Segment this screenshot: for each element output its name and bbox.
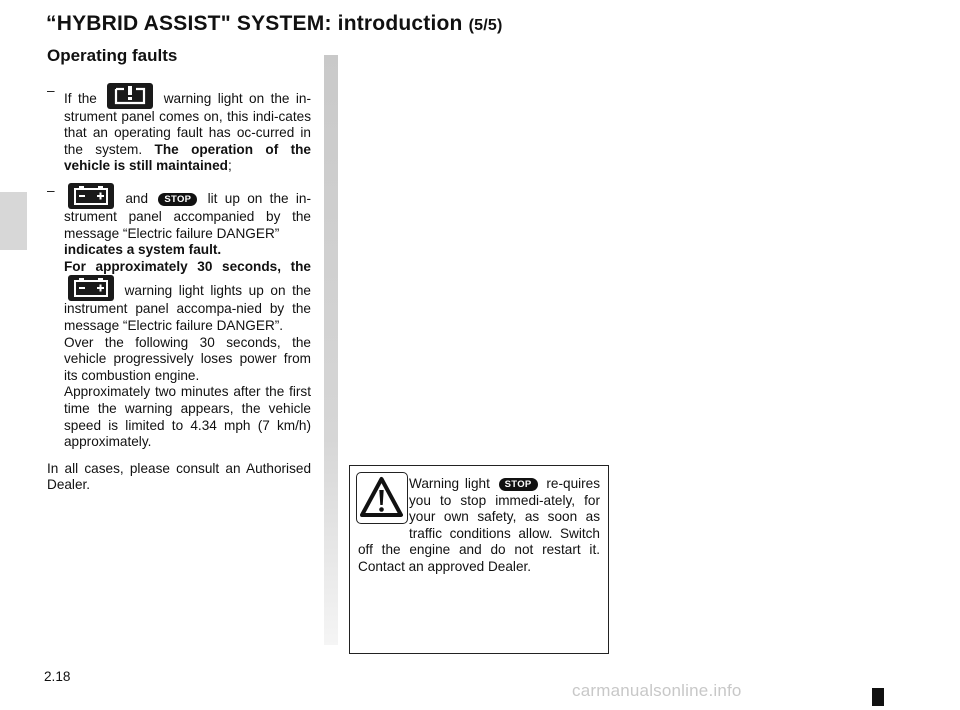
page-number: 2.18 — [44, 669, 71, 684]
item-text: warning light on the in-strument panel comes on, this indi-cates that an operating fault has oc-curred in the system. — [64, 90, 312, 157]
stop-warning-icon: STOP — [158, 193, 197, 206]
item-bold-text: For approximately 30 seconds, the — [64, 258, 311, 274]
stop-warning-icon: STOP — [499, 478, 538, 491]
item-text: Over the following 30 seconds, the vehicle progressively loses power from its combustion engine. — [64, 334, 311, 383]
item-text: warning light lights up on the instrument panel accompa-nied by the message “Electric failure DANGER”. — [64, 283, 311, 333]
list-dash: – — [47, 182, 55, 198]
page-title-main: “HYBRID ASSIST" SYSTEM: introduction — [46, 12, 463, 35]
page-title-suffix: (5/5) — [468, 17, 503, 34]
chapter-tab — [0, 192, 27, 250]
item-bold-text: The operation of the vehicle is still maintained — [64, 141, 311, 174]
hybrid-fault-icon — [107, 83, 153, 109]
warning-box — [349, 465, 609, 654]
item-text: ; — [227, 158, 232, 174]
list-item — [47, 83, 311, 175]
item-bold-text: indicates a system fault. — [64, 242, 222, 258]
warning-text — [350, 476, 600, 576]
list-item — [47, 183, 311, 451]
warning-text-part: re-quires you to stop immedi-ately, for your own safety, as soon as traffic conditions allow. Switch off the engine and do not restart it. Contact an approved Dealer. — [358, 476, 601, 574]
closing-paragraph: In all cases, please consult an Authorised Dealer. — [47, 460, 311, 493]
watermark: carmanualsonline.info — [572, 681, 742, 700]
column-divider — [324, 55, 338, 645]
item-text: lit up on the in-strument panel accompanied by the message “Electric failure DANGER” — [64, 190, 312, 241]
item-text: Approximately two minutes after the first time the warning appears, the vehicle speed is limited to 4.34 mph (7 km/h) approximately. — [64, 384, 311, 450]
item-text: If the — [64, 90, 97, 106]
section-title: Operating faults — [47, 46, 178, 65]
corner-mark — [872, 688, 884, 706]
battery-warning-icon — [68, 183, 114, 209]
page-title — [46, 12, 503, 36]
left-column — [47, 48, 311, 494]
list-dash: – — [47, 82, 55, 98]
warning-text-part: Warning light — [409, 476, 490, 491]
item-text: and — [125, 190, 149, 206]
battery-warning-icon — [68, 275, 114, 301]
